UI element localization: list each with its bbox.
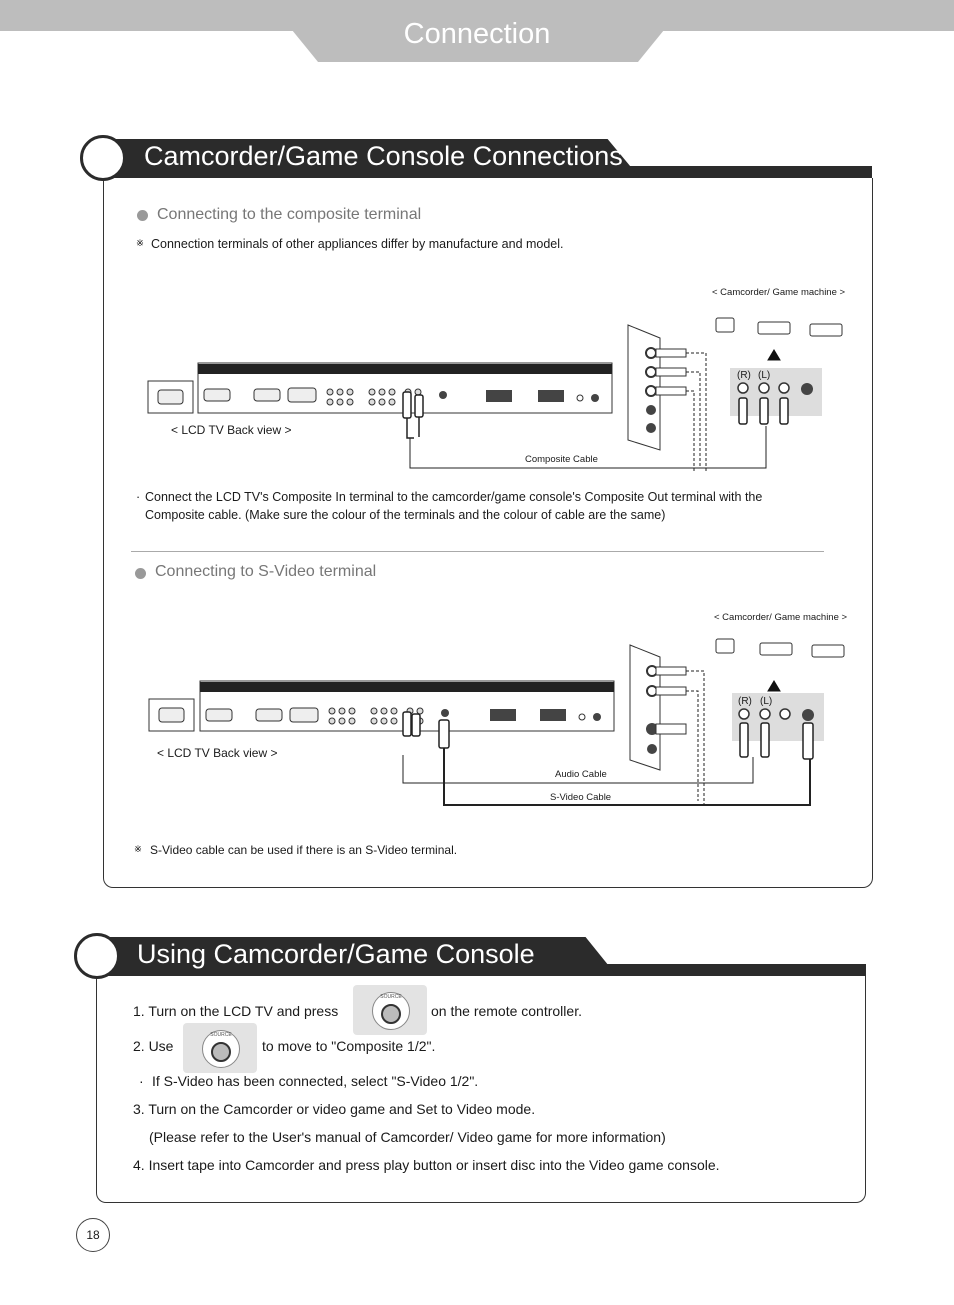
audio-cable-label: Audio Cable bbox=[555, 769, 607, 780]
step3-note: (Please refer to the User's manual of Camcorder/ Video game for more information) bbox=[149, 1129, 666, 1145]
svideo-connection-diagram bbox=[140, 605, 860, 815]
source-button-illustration bbox=[353, 985, 427, 1035]
step1-suffix: on the remote controller. bbox=[431, 1003, 582, 1019]
svideo-heading: Connecting to S-Video terminal bbox=[155, 563, 377, 580]
bullet-mark: · bbox=[136, 490, 141, 504]
step2-suffix: to move to "Composite 1/2". bbox=[262, 1038, 436, 1054]
bullet-dot bbox=[135, 568, 146, 579]
source-button-icon bbox=[372, 992, 410, 1030]
step2-text: 2. Use bbox=[133, 1038, 174, 1054]
composite-desc-line1: Connect the LCD TV's Composite In terminal to the camcorder/game console's Composite Out terminal with the bbox=[145, 490, 763, 504]
page-title: Connection bbox=[403, 18, 551, 50]
composite-note: Connection terminals of other appliances differ by manufacture and model. bbox=[151, 237, 564, 251]
composite-device-label: < Camcorder/ Game machine > bbox=[712, 287, 846, 298]
lcd-tv-back-panel bbox=[149, 681, 614, 731]
svideo-r-label: (R) bbox=[738, 696, 752, 707]
svideo-l-label: (L) bbox=[760, 696, 773, 707]
svideo-device-label: < Camcorder/ Game machine > bbox=[714, 612, 848, 623]
note-symbol: ※ bbox=[134, 844, 142, 855]
step3-text: 3. Turn on the Camcorder or video game and Set to Video mode. bbox=[133, 1101, 536, 1117]
bullet-dot bbox=[137, 210, 148, 221]
page-number: 18 bbox=[76, 1218, 110, 1252]
composite-l-label: (L) bbox=[758, 370, 771, 381]
composite-connection-diagram bbox=[140, 280, 860, 480]
camcorder-icons bbox=[716, 639, 844, 657]
device-panel bbox=[628, 325, 686, 450]
source-caption: SOURCE bbox=[210, 1032, 232, 1038]
source-button-illustration bbox=[183, 1023, 257, 1073]
bullet-mark: · bbox=[139, 1073, 144, 1089]
svideo-note: S-Video cable can be used if there is an S-Video terminal. bbox=[150, 843, 458, 857]
source-caption: SOURCE bbox=[380, 994, 402, 1000]
step4-text: 4. Insert tape into Camcorder and press play button or insert disc into the Video game console. bbox=[133, 1157, 720, 1173]
section-title: Camcorder/Game Console Connections bbox=[144, 141, 623, 171]
note-symbol: ※ bbox=[136, 238, 144, 249]
section-title: Using Camcorder/Game Console bbox=[137, 939, 535, 969]
composite-tv-label: < LCD TV Back view > bbox=[171, 423, 292, 437]
camcorder-icons bbox=[716, 318, 842, 336]
svideo-cable-label: S-Video Cable bbox=[550, 792, 612, 803]
step1-text: 1. Turn on the LCD TV and press bbox=[133, 1003, 339, 1019]
step2-note: If S-Video has been connected, select "S-Video 1/2". bbox=[152, 1073, 479, 1089]
device-panel bbox=[630, 645, 686, 770]
composite-desc-line2: Composite cable. (Make sure the colour of the terminals and the colour of cable are the same) bbox=[145, 508, 666, 522]
divider bbox=[131, 551, 824, 552]
composite-r-label: (R) bbox=[737, 370, 751, 381]
composite-heading: Connecting to the composite terminal bbox=[157, 206, 422, 223]
section-circle-marker bbox=[80, 135, 126, 181]
source-button-icon bbox=[202, 1030, 240, 1068]
section-circle-marker bbox=[74, 933, 120, 979]
svideo-tv-label: < LCD TV Back view > bbox=[157, 746, 278, 760]
composite-cable-label: Composite Cable bbox=[525, 454, 598, 465]
lcd-tv-back-panel bbox=[148, 363, 612, 413]
